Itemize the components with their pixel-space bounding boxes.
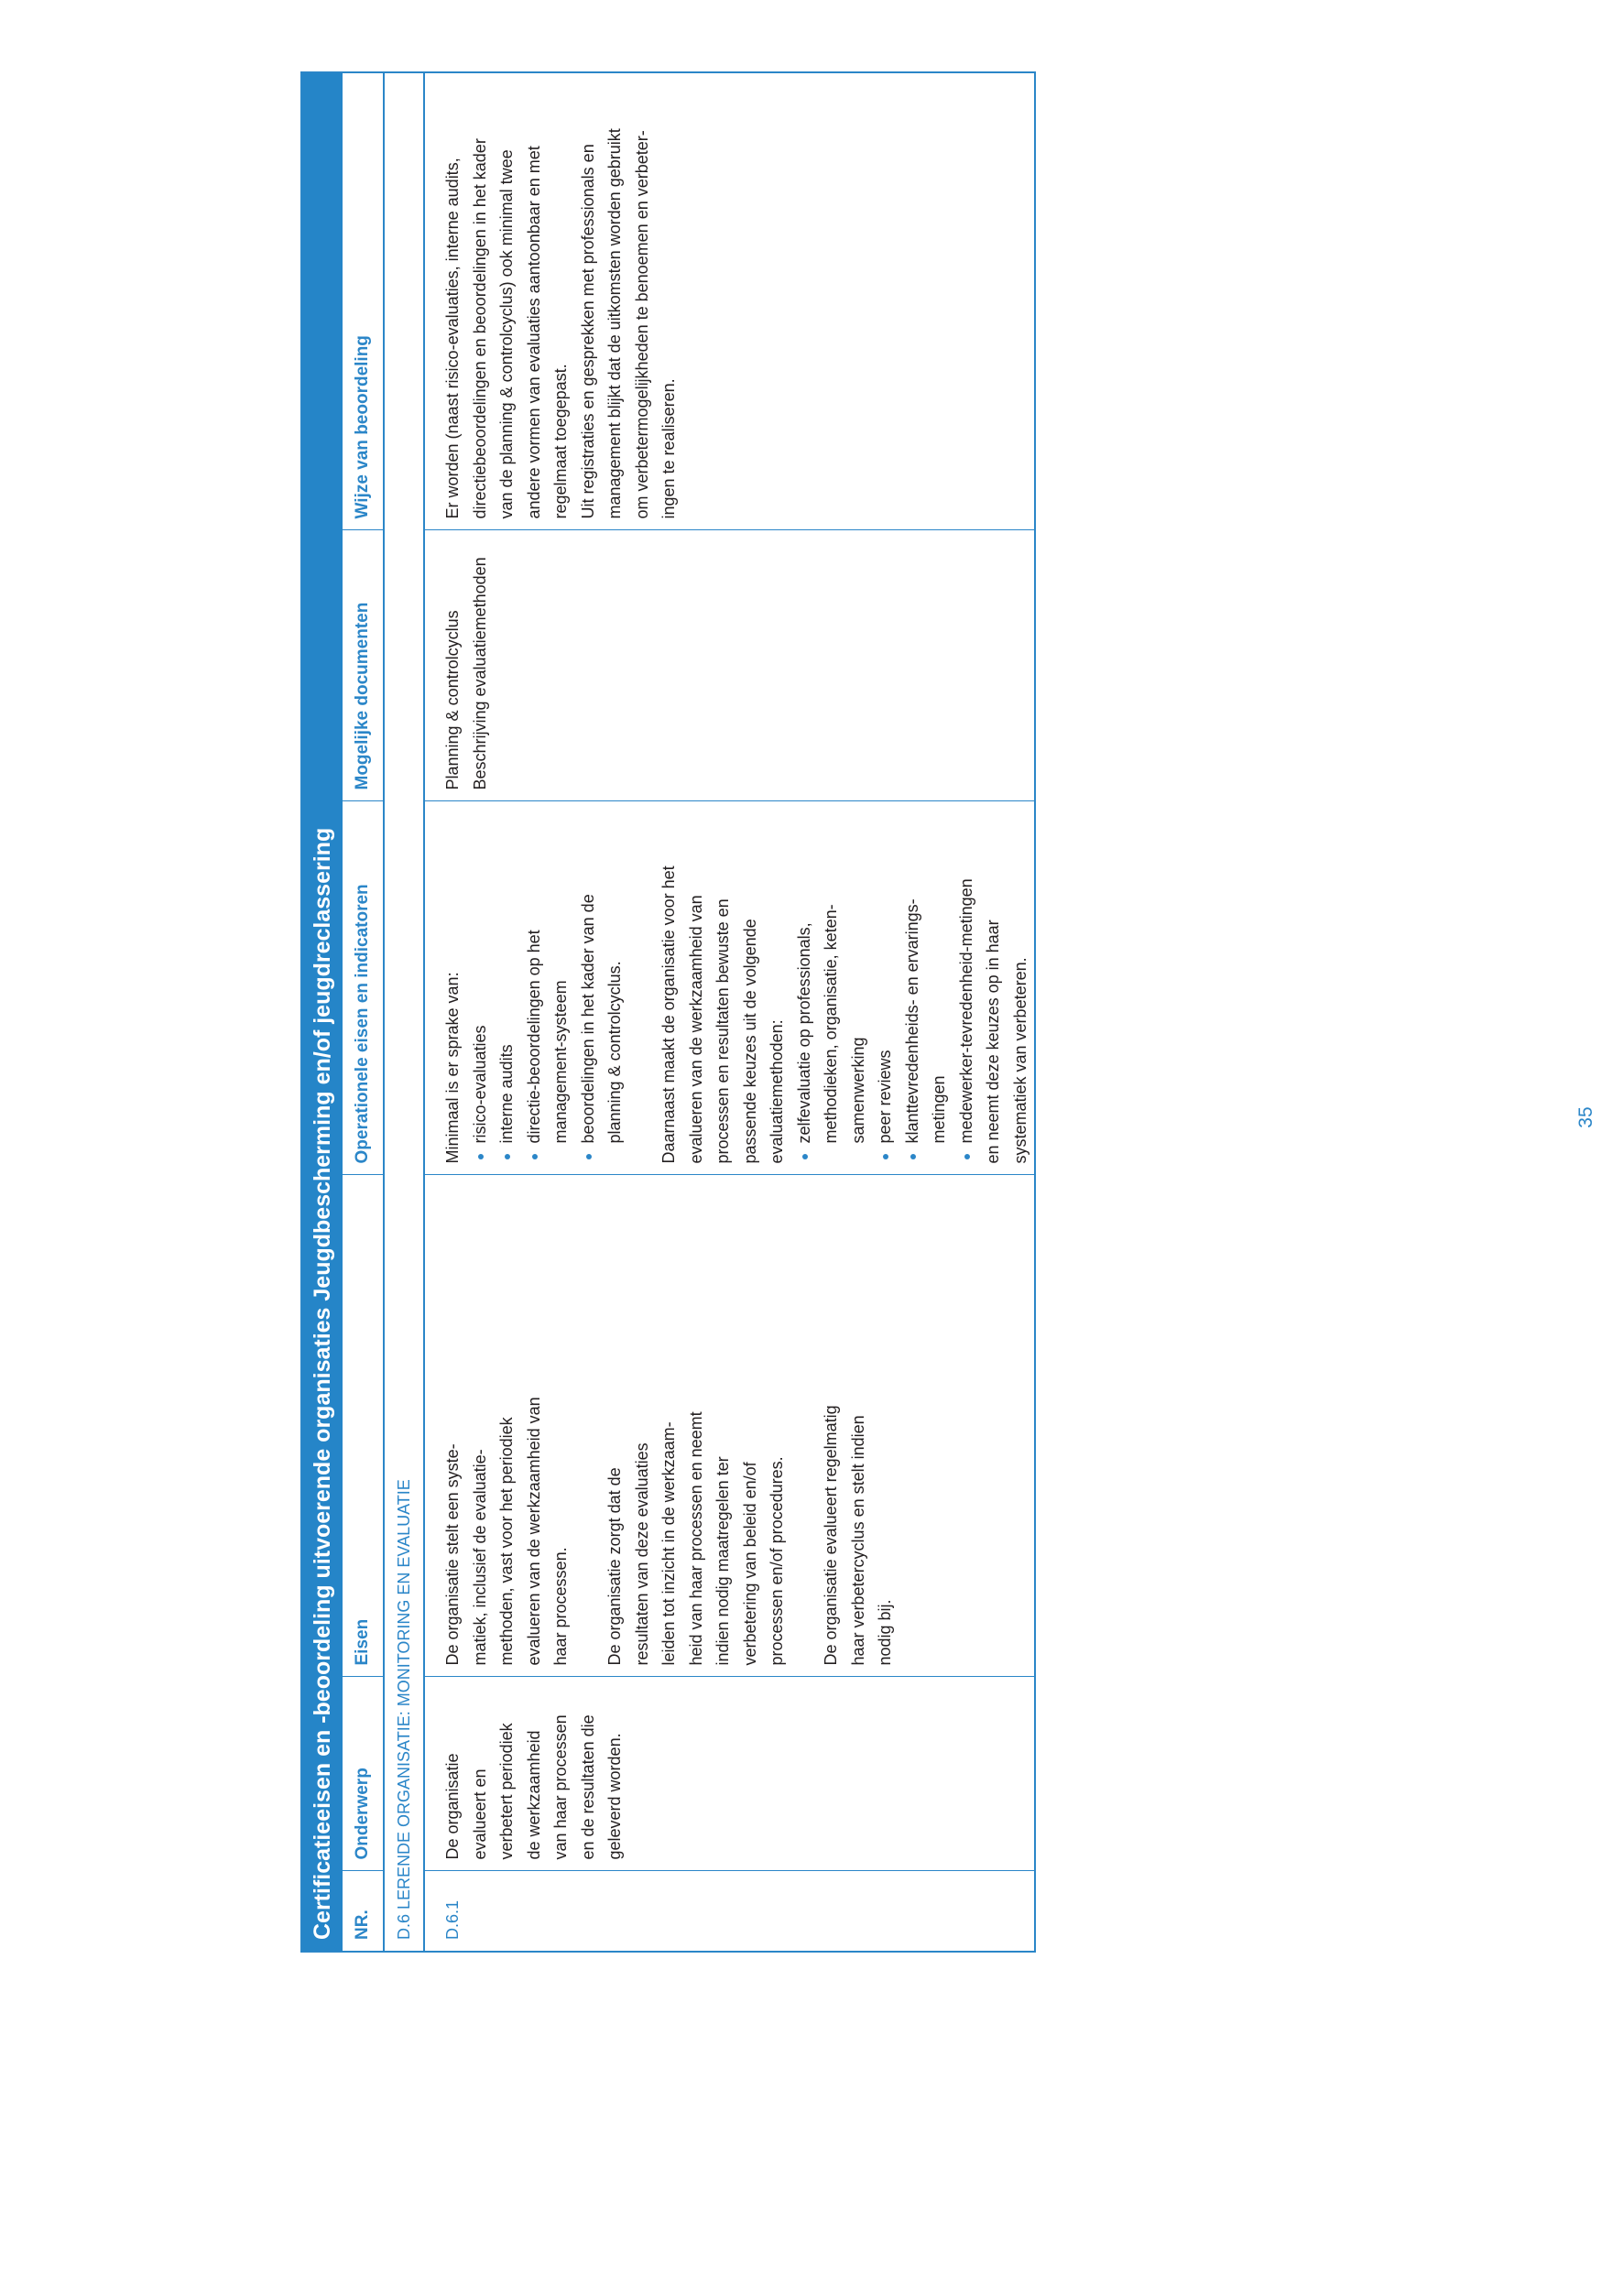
- cell-eisen: [424, 1175, 1035, 1677]
- certification-table: [300, 71, 1036, 1953]
- wijze-line: om verbetermogelijkheden te benoemen en verbeter-: [632, 130, 651, 519]
- bullet-item-continuation: planning & controlcyclus.: [605, 961, 624, 1144]
- document-item: Planning & controlcyclus: [443, 610, 462, 790]
- bullet-item: risico-evaluaties: [467, 813, 495, 1164]
- operationeel-paragraph-line: processen en resultaten bewuste en: [713, 898, 732, 1164]
- eisen-paragraph: [818, 1187, 899, 1666]
- operationeel-paragraph-line: passende keuzes uit de volgende: [740, 919, 759, 1164]
- bullet-item: peer reviews: [872, 813, 899, 1164]
- bullet-item-continuation: samenwerking: [848, 1037, 867, 1144]
- eisen-line: matiek, inclusief de evaluatie-: [470, 1449, 489, 1666]
- bullet-dot-icon: [478, 1155, 484, 1160]
- document-item: Beschrijving evaluatiemethoden: [470, 557, 489, 790]
- eisen-line: indien nodig maatregelen ter: [713, 1456, 732, 1666]
- cell-onderwerp: [424, 1677, 1035, 1871]
- rotated-table-container: [300, 73, 1033, 1953]
- eisen-line: methoden, vast voor het periodiek: [497, 1417, 516, 1666]
- bullet-dot-icon: [964, 1155, 970, 1160]
- eisen-line: haar verbetercyclus en stelt indien: [848, 1415, 867, 1666]
- eisen-line: heid van haar processen en neemt: [686, 1411, 705, 1666]
- bullet-item: zelfevaluatie op professionals,: [791, 813, 819, 1164]
- wijze-line: andere vormen van evaluaties aantoonbaar en met: [524, 146, 543, 519]
- wijze-line: ingen te realiseren.: [659, 378, 678, 519]
- header-wijze: Wijze van beoordeling: [343, 72, 384, 530]
- bullet-item: interne audits: [494, 813, 521, 1164]
- eisen-line: evalueren van de werkzaamheid van: [524, 1397, 543, 1666]
- header-onderwerp: Onderwerp: [343, 1677, 384, 1871]
- onderwerp-line: van haar processen: [551, 1714, 570, 1860]
- eisen-line: De organisatie zorgt dat de: [605, 1467, 624, 1666]
- onderwerp-line: verbetert periodiek: [497, 1723, 516, 1860]
- bullet-dot-icon: [505, 1155, 510, 1160]
- wijze-line: van de planning & controlcyclus) ook minimal twee: [497, 149, 516, 519]
- onderwerp-line: De organisatie: [443, 1753, 462, 1860]
- eisen-line: resultaten van deze evaluaties: [632, 1442, 651, 1666]
- eisen-line: nodig bij.: [876, 1599, 894, 1666]
- operationeel-paragraph-line: evaluatiemethoden:: [768, 1019, 786, 1164]
- eisen-paragraph: [440, 1187, 575, 1666]
- header-eisen: Eisen: [343, 1175, 384, 1677]
- wijze-line: directiebeoordelingen en beoordelingen in het kader: [470, 138, 489, 519]
- bullet-item: klanttevredenheids- en ervarings-: [899, 813, 927, 1164]
- bullet-item-continuation: methodieken, organisatie, keten-: [822, 904, 840, 1144]
- onderwerp-line: evalueert en: [470, 1768, 489, 1860]
- operationeel-closing-line: systematiek van verbeteren.: [1010, 957, 1029, 1164]
- operationeel-paragraph-line: Daarnaast maakt de organisatie voor het: [659, 865, 678, 1164]
- bullet-item: beoordelingen in het kader van de: [575, 813, 603, 1164]
- wijze-line: management blijkt dat de uitkomsten worden gebruikt: [605, 128, 624, 519]
- page-number: 35: [1575, 1106, 1596, 1128]
- cell-documenten: [424, 530, 1035, 801]
- header-nr: NR.: [343, 1871, 384, 1952]
- wijze-line: Uit registraties en gesprekken met professionals en: [578, 144, 597, 519]
- eisen-line: haar processen.: [551, 1547, 570, 1666]
- cell-wijze: [424, 72, 1035, 530]
- bullet-dot-icon: [532, 1155, 538, 1160]
- eisen-line: De organisatie evalueert regelmatig: [822, 1405, 840, 1666]
- eisen-line: verbetering van beleid en/of: [740, 1462, 759, 1666]
- eisen-line: De organisatie stelt een syste-: [443, 1443, 462, 1666]
- eisen-line: processen en/of procedures.: [768, 1456, 786, 1666]
- onderwerp-line: geleverd worden.: [605, 1733, 624, 1860]
- onderwerp-line: en de resultaten die: [578, 1714, 597, 1860]
- eisen-line: leiden tot inzicht in de werkzaam-: [659, 1421, 678, 1666]
- bullet-list-methods: [791, 813, 981, 1164]
- bullet-dot-icon: [910, 1155, 916, 1160]
- operationeel-paragraph-line: evalueren van de werkzaamheid van: [686, 895, 705, 1164]
- header-documenten: Mogelijke documenten: [343, 530, 384, 801]
- cell-nr: D.6.1: [424, 1871, 1035, 1952]
- operationeel-intro: Minimaal is er sprake van:: [443, 972, 462, 1164]
- bullet-item: medewerker-tevredenheid-metingen: [953, 813, 981, 1164]
- operationeel-closing-line: en neemt deze keuzes op in haar: [984, 919, 1002, 1164]
- eisen-paragraph: [602, 1187, 791, 1666]
- bullet-dot-icon: [883, 1155, 888, 1160]
- bullet-dot-icon: [586, 1155, 592, 1160]
- onderwerp-line: de werkzaamheid: [524, 1730, 543, 1860]
- table-title: Certificatieeisen en -beoordeling uitvoerende organisaties Jeugdbescherming en/of jeugdreclassering: [301, 72, 343, 1952]
- bullet-list-indicators: [467, 813, 629, 1164]
- header-operationeel: Operationele eisen en indicatoren: [343, 801, 384, 1175]
- bullet-item: directie-beoordelingen op het: [521, 813, 549, 1164]
- wijze-line: Er worden (naast risico-evaluaties, interne audits,: [443, 158, 462, 519]
- bullet-item-continuation: metingen: [930, 1075, 948, 1144]
- section-heading: D.6 LERENDE ORGANISATIE: MONITORING EN EVALUATIE: [384, 72, 424, 1952]
- bullet-item-continuation: management-systeem: [551, 980, 570, 1144]
- bullet-dot-icon: [802, 1155, 808, 1160]
- wijze-line: regelmaat toegepast.: [551, 364, 570, 519]
- cell-operationeel: [424, 801, 1035, 1175]
